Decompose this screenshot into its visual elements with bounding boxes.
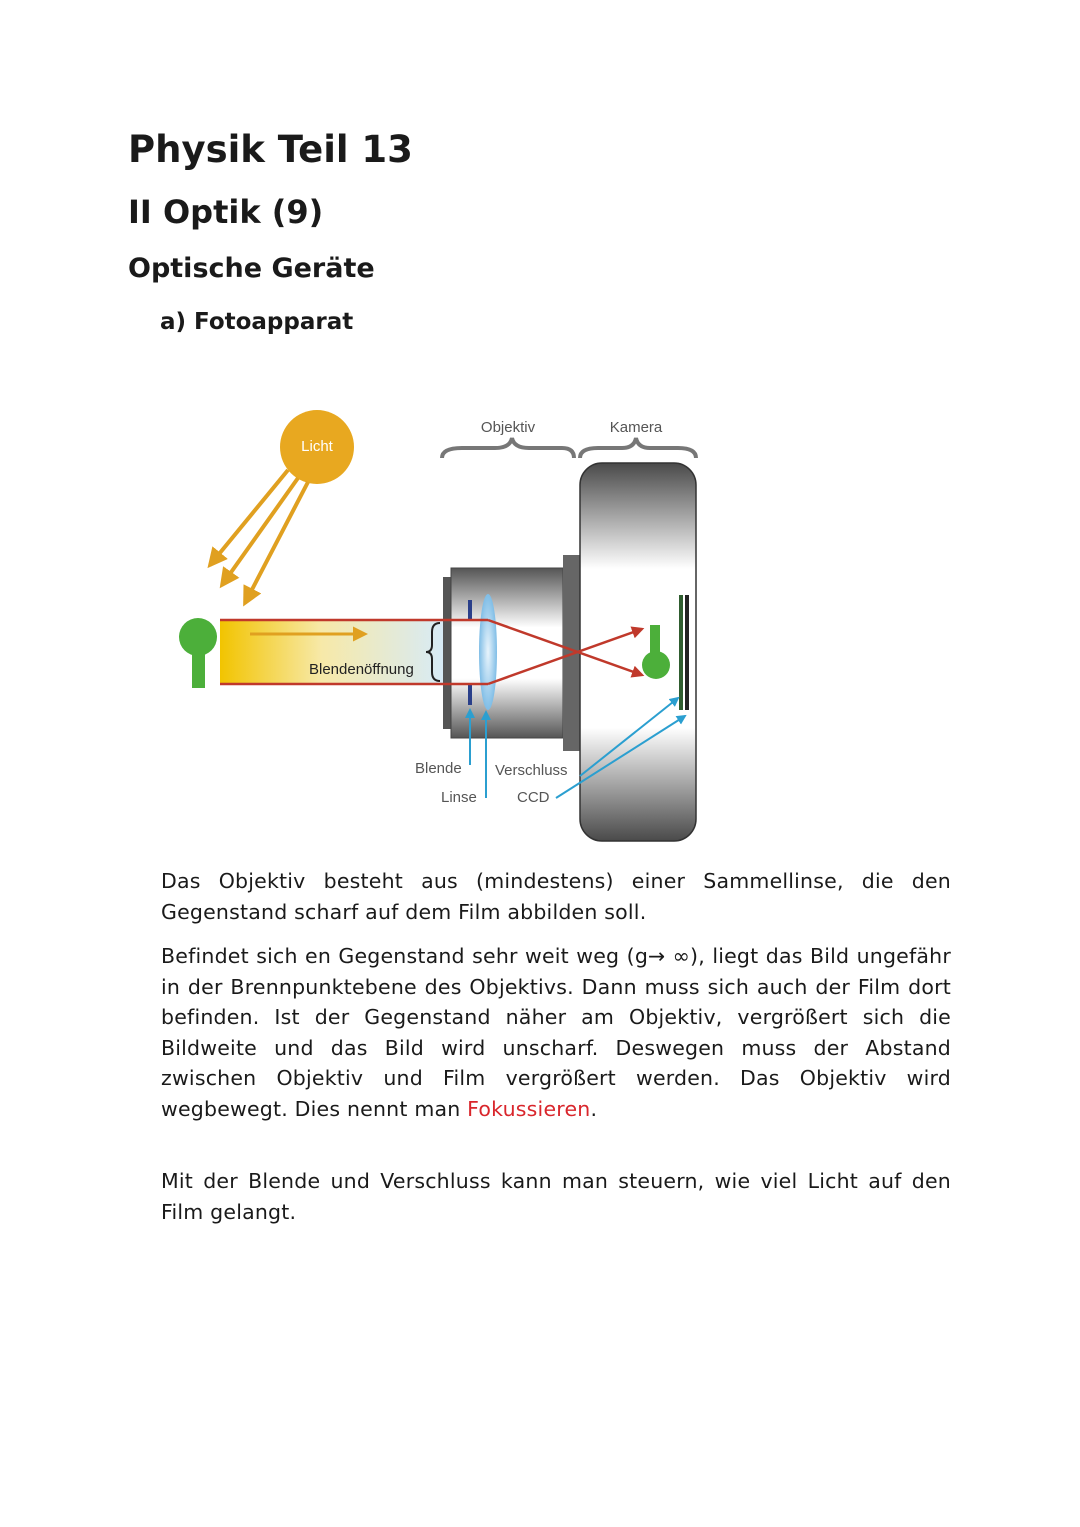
- paragraph-objective: Das Objektiv besteht aus (mindestens) einer Sammellinse, die den Gegenstand scharf auf dem Film abbilden soll.: [161, 869, 951, 924]
- objective-bracket: [442, 438, 574, 458]
- sun-icon: [280, 410, 354, 484]
- paragraph-focus-end: .: [590, 1096, 598, 1121]
- chapter-heading: II Optik (9): [128, 193, 324, 231]
- sensor-plane: [685, 595, 689, 710]
- sun-label: Licht: [301, 438, 333, 455]
- paragraph-aperture: Mit der Blende und Verschluss kann man steuern, wie viel Licht auf den Film gelangt.: [161, 1169, 951, 1224]
- objective-barrel: [451, 568, 563, 738]
- lens-icon: [479, 594, 497, 710]
- shutter-label: Verschluss: [495, 762, 568, 779]
- focus-term: Fokussieren: [467, 1096, 591, 1121]
- paragraph-focus: [161, 941, 951, 1124]
- object-icon: [179, 618, 217, 688]
- paragraph-focus-text: Befindet sich en Gegenstand sehr weit weg (g→ ∞), liegt das Bild ungefähr in der Brennpunktebene des Objektivs. Dann muss sich auch der Film dort befinden. Ist der Gegenstand näher am Objektiv, vergrößert sich die Bildweite und das Bild wird unscharf. Deswegen muss der Abstand zwischen Objektiv und Film vergrößert werden. Das Objektiv wird wegbewegt. Dies nennt man: [161, 944, 951, 1121]
- aperture-opening-label: Blendenöffnung: [309, 661, 414, 678]
- film-plane: [679, 595, 683, 710]
- objective-front-ring: [443, 577, 451, 729]
- camera-label: Kamera: [609, 419, 663, 436]
- camera-bracket: [580, 438, 696, 458]
- sensor-label: CCD: [517, 789, 550, 806]
- aperture-lower: [468, 685, 472, 705]
- aperture-upper: [468, 600, 472, 620]
- section-heading: Optische Geräte: [128, 253, 375, 284]
- light-rays: [210, 470, 308, 603]
- aperture-label: Blende: [415, 760, 462, 777]
- objective-label: Objektiv: [480, 419, 536, 436]
- subsection-heading: a) Fotoapparat: [160, 309, 354, 335]
- page-title: Physik Teil 13: [128, 128, 413, 171]
- lens-label: Linse: [441, 789, 477, 806]
- camera-body: [580, 463, 696, 841]
- camera-diagram: [150, 400, 710, 850]
